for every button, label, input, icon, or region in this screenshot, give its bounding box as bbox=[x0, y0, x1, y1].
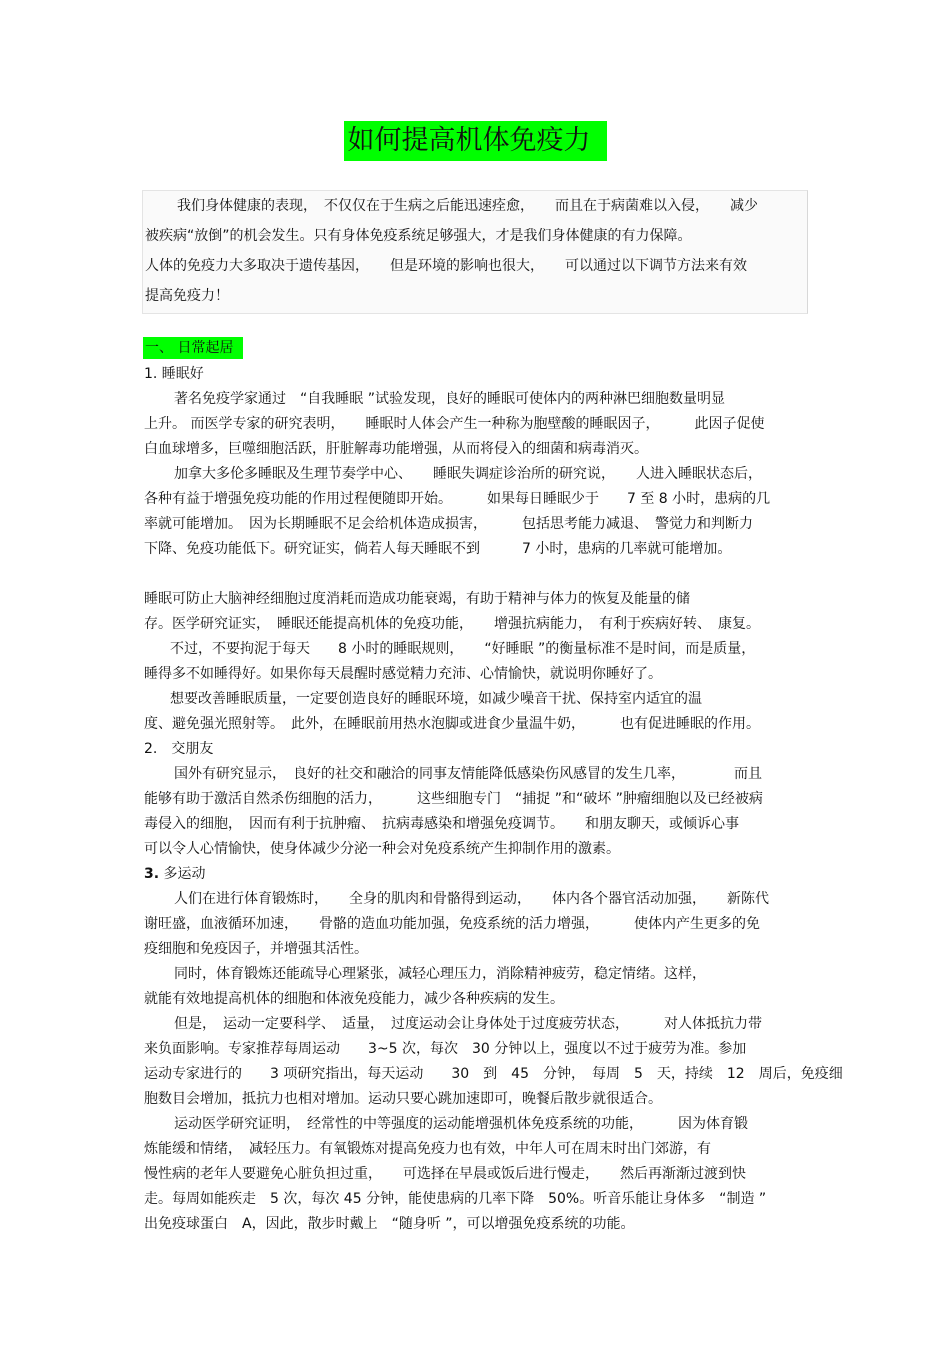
paragraph-gap bbox=[144, 562, 814, 587]
paragraph-line: 胞数目会增加，抵抗力也相对增加。运动只要心跳加速即可，晚餐后散步就很适合。 bbox=[144, 1091, 662, 1107]
paragraph-line: 度、避免强光照射等。 此外，在睡眠前用热水泡脚或进食少量温牛奶， 也有促进睡眠的作用。 bbox=[144, 716, 760, 732]
paragraph-line: 谢旺盛，血液循环加速， 骨骼的造血功能加强，免疫系统的活力增强， 使体内产生更多的免 bbox=[144, 916, 760, 932]
paragraph-line: 慢性病的老年人要避免心脏负担过重， 可选择在早晨或饭后进行慢走， 然后再渐渐过渡到快 bbox=[144, 1166, 746, 1182]
paragraph-line: 率就可能增加。 因为长期睡眠不足会给机体造成损害， 包括思考能力减退、 警觉力和判断力 bbox=[144, 516, 753, 532]
paragraph-line: 存。医学研究证实， 睡眠还能提高机体的免疫功能， 增强抗病能力， 有利于疾病好转、 康复。 bbox=[144, 616, 760, 632]
intro-line: 人体的免疫力大多取决于遗传基因， 但是环境的影响也很大， 可以通过以下调节方法来有效 bbox=[145, 258, 747, 274]
paragraph-line: 疫细胞和免疫因子，并增强其活性。 bbox=[144, 941, 368, 957]
paragraph-line: 国外有研究显示， 良好的社交和融洽的同事友情能降低感染伤风感冒的发生几率， 而且 bbox=[174, 766, 762, 782]
paragraph-line: 可以令人心情愉快，使身体减少分泌一种会对免疫系统产生抑制作用的激素。 bbox=[144, 841, 620, 857]
paragraph-line: 就能有效地提高机体的细胞和体液免疫能力，减少各种疾病的发生。 bbox=[144, 991, 564, 1007]
paragraph-line: 出免疫球蛋白 A，因此，散步时戴上 “随身听 ”，可以增强免疫系统的功能。 bbox=[144, 1216, 635, 1232]
paragraph-line: 白血球增多，巨噬细胞活跃，肝脏解毒功能增强，从而将侵入的细菌和病毒消灭。 bbox=[144, 441, 648, 457]
page-title: 如何提高机体免疫力 bbox=[344, 121, 607, 161]
intro-line: 我们身体健康的表现， 不仅仅在于生病之后能迅速痊愈， 而且在于病菌难以入侵， 减少 bbox=[177, 198, 758, 214]
paragraph-line: 能够有助于激活自然杀伤细胞的活力， 这些细胞专门 “捕捉 ”和“破坏 ”肿瘤细胞以及已经被病 bbox=[144, 791, 763, 807]
paragraph-line: 加拿大多伦多睡眠及生理节奏学中心、 睡眠失调症诊治所的研究说， 人进入睡眠状态后， bbox=[174, 466, 762, 482]
paragraph-line: 但是， 运动一定要科学、 适量， 过度运动会让身体处于过度疲劳状态， 对人体抵抗力带 bbox=[174, 1016, 762, 1032]
subheading-exercise-number: 3. bbox=[144, 866, 160, 882]
paragraph-line: 想要改善睡眠质量，一定要创造良好的睡眠环境，如减少噪音干扰、保持室内适宜的温 bbox=[170, 691, 702, 707]
paragraph-line: 来负面影响。专家推荐每周运动 3~5 次，每次 30 分钟以上，强度以不过于疲劳为准。参加 bbox=[144, 1041, 747, 1057]
paragraph-line: 不过，不要拘泥于每天 8 小时的睡眠规则， “好睡眠 ”的衡量标准不是时间，而是质量， bbox=[170, 641, 756, 657]
paragraph-line: 炼能缓和情绪， 减轻压力。有氧锻炼对提高免疫力也有效，中年人可在周末时出门郊游，有 bbox=[144, 1141, 711, 1157]
paragraph-line: 毒侵入的细胞， 因而有利于抗肿瘤、 抗病毒感染和增强免疫调节。 和朋友聊天，或倾诉心事 bbox=[144, 816, 739, 832]
subheading-exercise-text: 多运动 bbox=[159, 866, 206, 882]
paragraph-line: 著名免疫学家通过 “自我睡眠 ”试验发现，良好的睡眠可使体内的两种淋巴细胞数量明显 bbox=[174, 391, 725, 407]
article-body bbox=[144, 362, 843, 1237]
section-heading-daily-life: 一、 日常起居 bbox=[143, 337, 243, 359]
paragraph-line: 睡眠可防止大脑神经细胞过度消耗而造成功能衰竭，有助于精神与体力的恢复及能量的储 bbox=[144, 591, 690, 607]
paragraph-line: 各种有益于增强免疫功能的作用过程便随即开始。 如果每日睡眠少于 7 至 8 小时，患病的几 bbox=[144, 491, 771, 507]
paragraph-line: 走。每周如能疾走 5 次，每次 45 分钟，能使患病的几率下降 50%。听音乐能让身体多 “制造 ” bbox=[144, 1191, 767, 1207]
subheading-exercise bbox=[144, 862, 814, 887]
intro-box bbox=[142, 190, 808, 314]
paragraph-line: 运动医学研究证明， 经常性的中等强度的运动能增强机体免疫系统的功能， 因为体育锻 bbox=[174, 1116, 748, 1132]
paragraph-line: 睡得多不如睡得好。如果你每天晨醒时感觉精力充沛、心情愉快，就说明你睡好了。 bbox=[144, 666, 662, 682]
paragraph-line: 人们在进行体育锻炼时， 全身的肌肉和骨骼得到运动， 体内各个器官活动加强， 新陈代 bbox=[174, 891, 769, 907]
title-wrapper bbox=[0, 121, 950, 161]
intro-line: 被疾病“放倒”的机会发生。只有身体免疫系统足够强大，才是我们身体健康的有力保障。 bbox=[145, 228, 692, 244]
paragraph-line: 同时，体育锻炼还能疏导心理紧张，减轻心理压力，消除精神疲劳，稳定情绪。这样， bbox=[174, 966, 706, 982]
paragraph-line: 运动专家进行的 3 项研究指出，每天运动 30 到 45 分钟， 每周 5 天，持续 12 周后，免疫细 bbox=[144, 1066, 843, 1082]
subheading-sleep: 1. 睡眠好 bbox=[144, 366, 204, 382]
intro-line: 提高免疫力！ bbox=[145, 288, 229, 304]
paragraph-line: 上升。 而医学专家的研究表明， 睡眠时人体会产生一种称为胞壁酸的睡眠因子， 此因子促使 bbox=[144, 416, 765, 432]
paragraph-line: 下降、免疫功能低下。研究证实，倘若人每天睡眠不到 7 小时，患病的几率就可能增加。 bbox=[144, 541, 732, 557]
subheading-friends: 2. 交朋友 bbox=[144, 741, 214, 757]
